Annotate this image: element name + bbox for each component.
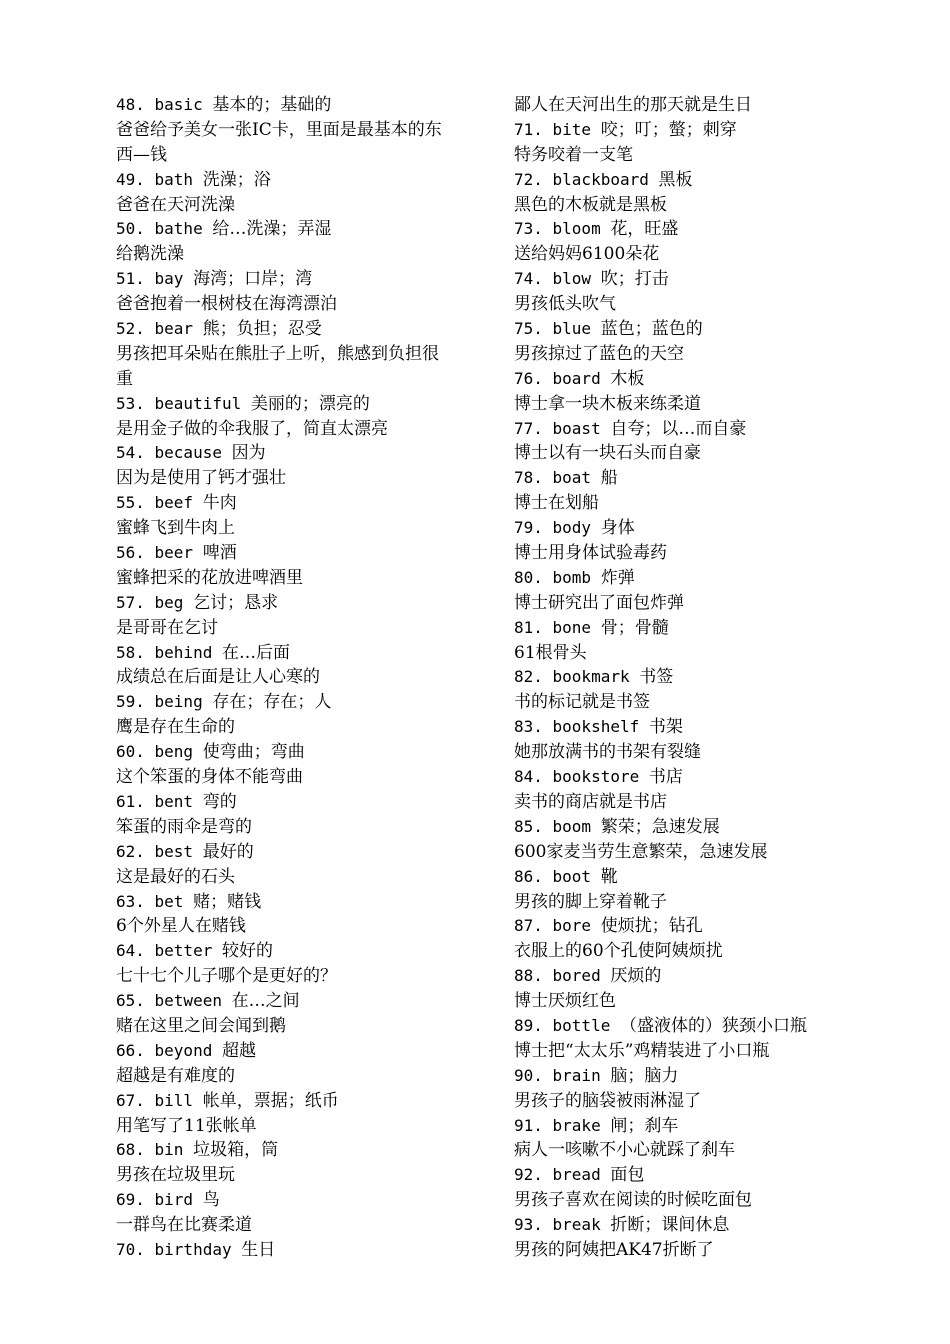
vocab-entry-line <box>116 168 488 193</box>
vocab-word: 62. best <box>116 841 194 861</box>
vocab-entry-line <box>116 690 488 715</box>
vocab-meaning: 超越 <box>221 1040 256 1061</box>
vocab-word: 85. boom <box>514 816 592 836</box>
vocab-word: 80. bomb <box>514 567 592 587</box>
vocab-entry-line <box>514 715 886 740</box>
vocab-meaning: 脑；脑力 <box>610 1065 679 1086</box>
vocab-meaning: 鸟 <box>202 1190 220 1211</box>
vocab-word: 70. birthday <box>116 1239 232 1259</box>
vocab-word: 87. bore <box>514 916 592 936</box>
mnemonic-line: 6个外星人在赌钱 <box>116 916 246 937</box>
vocab-entry-line <box>514 765 886 790</box>
vocab-entry-line <box>116 317 488 342</box>
vocab-entry-line <box>514 267 886 292</box>
vocab-meaning: 书店 <box>648 767 683 788</box>
vocab-entry-line <box>514 1114 886 1139</box>
vocab-meaning: 折断；课间休息 <box>610 1215 730 1236</box>
mnemonic-line: 这是最好的石头 <box>116 866 235 887</box>
vocab-word: 92. bread <box>514 1165 601 1185</box>
vocab-meaning: 在…之间 <box>231 991 300 1012</box>
mnemonic-line: 送给妈妈6100朵花 <box>514 244 660 265</box>
mnemonic-line: 卖书的商店就是书店 <box>514 791 667 812</box>
mnemonic-line: 爸爸在天河洗澡 <box>116 194 235 215</box>
vocab-meaning: 基本的；基础的 <box>212 95 332 115</box>
vocab-entry-line <box>514 1064 886 1089</box>
vocab-word: 59. being <box>116 692 203 712</box>
vocab-entry-line <box>116 1238 488 1263</box>
vocab-meaning: 熊；负担；忍受 <box>202 319 322 340</box>
vocab-entry-line <box>514 964 886 989</box>
vocab-entry-line <box>116 491 488 516</box>
vocab-meaning: 在…后面 <box>221 642 290 663</box>
vocab-entry-line <box>514 1213 886 1238</box>
vocab-meaning: 最好的 <box>202 841 254 862</box>
mnemonic-line: 是用金子做的伞我服了，简直太漂亮 <box>116 418 388 439</box>
mnemonic-line: 博士用身体试验毒药 <box>514 543 667 564</box>
mnemonic-line: 鹰是存在生命的 <box>116 717 235 738</box>
mnemonic-line: 她那放满书的书架有裂缝 <box>514 742 701 763</box>
vocab-meaning: 闸；刹车 <box>610 1115 679 1136</box>
mnemonic-line: 爸爸给予美女一张IC卡，里面是最基本的东 <box>116 119 442 140</box>
mnemonic-line: 男孩在垃圾里玩 <box>116 1165 235 1186</box>
right-column <box>514 93 886 1263</box>
vocab-meaning: （盛液体的）狭颈小口瓶 <box>619 1015 807 1036</box>
vocab-entry-line <box>116 1039 488 1064</box>
vocab-entry-line <box>116 541 488 566</box>
vocab-entry-line <box>116 641 488 666</box>
vocab-entry-line <box>514 417 886 442</box>
vocab-word: 93. break <box>514 1215 601 1235</box>
vocab-meaning: 乞讨；恳求 <box>193 592 279 613</box>
vocab-meaning: 书架 <box>648 717 683 738</box>
vocab-meaning: 使弯曲；弯曲 <box>202 742 305 763</box>
vocab-word: 66. beyond <box>116 1040 213 1060</box>
vocab-meaning: 海湾；口岸；湾 <box>193 269 313 290</box>
vocab-word: 69. bird <box>116 1190 194 1210</box>
mnemonic-line: 男孩掠过了蓝色的天空 <box>514 343 684 364</box>
vocab-entry-line <box>116 1089 488 1114</box>
vocab-meaning: 吹；打击 <box>600 269 669 290</box>
mnemonic-line: 特务咬着一支笔 <box>514 144 633 165</box>
vocab-entry-line <box>514 217 886 242</box>
mnemonic-line: 七十七个儿子哪个是更好的？ <box>116 966 337 987</box>
vocab-entry-line <box>514 914 886 939</box>
vocab-word: 57. beg <box>116 592 184 612</box>
vocab-entry-line <box>116 392 488 417</box>
vocab-meaning: 黑板 <box>658 169 693 190</box>
mnemonic-line: 男孩低头吹气 <box>514 294 616 315</box>
mnemonic-line: 鄙人在天河出生的那天就是生日 <box>514 95 752 115</box>
mnemonic-line: 西—钱 <box>116 144 167 165</box>
vocab-meaning: 因为 <box>231 443 266 464</box>
vocab-entry-line <box>514 367 886 392</box>
mnemonic-line: 博士厌烦红色 <box>514 991 616 1012</box>
vocab-word: 53. beautiful <box>116 393 242 413</box>
mnemonic-line: 衣服上的60个孔使阿姨烦扰 <box>514 941 723 962</box>
mnemonic-line: 博士拿一块木板来练柔道 <box>514 393 701 414</box>
vocab-meaning: 使烦扰；钻孔 <box>600 916 703 937</box>
mnemonic-line: 男孩把耳朵贴在熊肚子上听，熊感到负担很 <box>116 343 439 364</box>
vocab-entry-line <box>116 1138 488 1163</box>
vocab-meaning: 弯的 <box>202 791 237 812</box>
vocab-meaning: 赌；赌钱 <box>193 891 262 912</box>
vocab-meaning: 自夸；以…而自豪 <box>610 418 747 439</box>
vocab-meaning: 咬；叮；螫；刺穿 <box>600 119 737 140</box>
vocab-meaning: 厌烦的 <box>610 966 662 987</box>
vocab-entry-line <box>514 665 886 690</box>
vocab-meaning: 蓝色；蓝色的 <box>600 319 703 340</box>
vocab-entry-line <box>116 740 488 765</box>
mnemonic-line: 成绩总在后面是让人心寒的 <box>116 667 320 688</box>
vocab-meaning: 花，旺盛 <box>610 219 679 240</box>
mnemonic-line: 蜜蜂把采的花放进啤酒里 <box>116 567 303 588</box>
vocab-entry-line <box>514 616 886 641</box>
vocab-word: 83. bookshelf <box>514 717 640 737</box>
mnemonic-line: 男孩子的脑袋被雨淋湿了 <box>514 1090 701 1111</box>
vocab-word: 58. behind <box>116 642 213 662</box>
vocab-entry-line <box>116 1188 488 1213</box>
mnemonic-line: 爸爸抱着一根树枝在海湾漂泊 <box>116 294 337 315</box>
vocab-word: 48. basic <box>116 95 203 114</box>
mnemonic-line: 博士研究出了面包炸弹 <box>514 592 684 613</box>
vocab-meaning: 帐单，票据；纸币 <box>202 1090 339 1111</box>
vocab-word: 63. bet <box>116 891 184 911</box>
mnemonic-line: 超越是有难度的 <box>116 1065 235 1086</box>
vocab-entry-line <box>514 118 886 143</box>
vocab-word: 76. board <box>514 368 601 388</box>
vocab-entry-line <box>116 890 488 915</box>
vocab-word: 64. better <box>116 941 213 961</box>
mnemonic-line: 600家麦当劳生意繁荣，急速发展 <box>514 841 768 862</box>
vocab-meaning: 炸弹 <box>600 567 635 588</box>
vocab-word: 61. bent <box>116 791 194 811</box>
vocab-entry-line <box>514 317 886 342</box>
vocab-word: 49. bath <box>116 169 194 189</box>
vocab-word: 74. blow <box>514 269 592 289</box>
vocab-entry-line <box>514 168 886 193</box>
vocab-entry-line <box>514 1163 886 1188</box>
vocab-word: 88. bored <box>514 966 601 986</box>
vocab-word: 90. brain <box>514 1065 601 1085</box>
vocab-word: 72. blackboard <box>514 169 649 189</box>
vocab-entry-line <box>116 790 488 815</box>
vocab-word: 91. brake <box>514 1115 601 1135</box>
vocab-word: 78. boat <box>514 468 592 488</box>
vocab-word: 84. bookstore <box>514 767 640 787</box>
vocab-meaning: 靴 <box>600 866 618 887</box>
vocab-word: 79. body <box>514 518 592 538</box>
vocab-entry-line <box>514 815 886 840</box>
vocab-word: 86. boot <box>514 866 592 886</box>
vocab-entry-line <box>116 93 488 118</box>
vocab-entry-line <box>116 441 488 466</box>
mnemonic-line: 蜜蜂飞到牛肉上 <box>116 518 235 539</box>
vocab-word: 73. bloom <box>514 219 601 239</box>
mnemonic-line: 这个笨蛋的身体不能弯曲 <box>116 767 303 788</box>
vocab-meaning: 啤酒 <box>202 543 237 564</box>
vocab-word: 50. bathe <box>116 219 203 239</box>
vocab-word: 60. beng <box>116 742 194 762</box>
mnemonic-line: 赌在这里之间会闻到鹅 <box>116 1015 286 1036</box>
vocab-meaning: 船 <box>600 468 618 489</box>
vocab-meaning: 洗澡；浴 <box>202 169 271 190</box>
mnemonic-line: 一群鸟在比赛柔道 <box>116 1215 252 1236</box>
vocab-word: 75. blue <box>514 319 592 339</box>
vocab-meaning: 繁荣；急速发展 <box>600 816 720 837</box>
vocab-entry-line <box>116 939 488 964</box>
mnemonic-line: 博士在划船 <box>514 493 599 514</box>
vocab-entry-line <box>116 267 488 292</box>
vocab-word: 89. bottle <box>514 1015 611 1035</box>
vocab-entry-line <box>514 466 886 491</box>
mnemonic-line: 男孩的阿姨把AK47折断了 <box>514 1239 714 1260</box>
vocab-word: 67. bill <box>116 1090 194 1110</box>
vocab-meaning: 身体 <box>600 518 635 539</box>
vocab-word: 81. bone <box>514 617 592 637</box>
mnemonic-line: 病人一咳嗽不小心就踩了刹车 <box>514 1140 735 1161</box>
vocab-meaning: 存在；存在；人 <box>212 692 332 713</box>
vocab-word: 55. beef <box>116 493 194 513</box>
vocab-entry-line <box>116 591 488 616</box>
vocab-entry-line <box>514 566 886 591</box>
vocab-entry-line <box>116 840 488 865</box>
vocab-word: 51. bay <box>116 269 184 289</box>
vocab-meaning: 木板 <box>610 368 645 389</box>
mnemonic-line: 重 <box>116 368 133 389</box>
mnemonic-line: 博士以有一块石头而自豪 <box>514 443 701 464</box>
mnemonic-line: 男孩子喜欢在阅读的时候吃面包 <box>514 1190 752 1211</box>
mnemonic-line: 黑色的木板就是黑板 <box>514 194 667 215</box>
vocab-word: 71. bite <box>514 119 592 139</box>
vocab-entry-line <box>514 865 886 890</box>
vocab-word: 56. beer <box>116 543 194 563</box>
vocab-word: 52. bear <box>116 319 194 339</box>
vocab-meaning: 生日 <box>241 1239 276 1260</box>
vocab-entry-line <box>116 217 488 242</box>
mnemonic-line: 给鹅洗澡 <box>116 244 184 265</box>
vocab-word: 77. boast <box>514 418 601 438</box>
vocab-entry-line <box>514 516 886 541</box>
mnemonic-line: 因为是使用了钙才强壮 <box>116 468 286 489</box>
vocab-meaning: 较好的 <box>221 941 273 962</box>
mnemonic-line: 男孩的脚上穿着靴子 <box>514 891 667 912</box>
vocab-meaning: 牛肉 <box>202 493 237 514</box>
mnemonic-line: 书的标记就是书签 <box>514 692 650 713</box>
vocab-meaning: 骨；骨髓 <box>600 617 669 638</box>
mnemonic-line: 博士把“太太乐”鸡精装进了小口瓶 <box>514 1040 770 1061</box>
vocab-meaning: 面包 <box>610 1165 645 1186</box>
left-column <box>116 93 488 1263</box>
mnemonic-line: 用笔写了11张帐单 <box>116 1115 257 1136</box>
vocab-meaning: 书签 <box>639 667 674 688</box>
vocab-meaning: 美丽的；漂亮的 <box>250 393 370 414</box>
vocab-entry-line <box>514 1014 886 1039</box>
vocab-word: 65. between <box>116 991 222 1011</box>
vocab-meaning: 给…洗澡；弄湿 <box>212 219 332 240</box>
vocab-word: 82. bookmark <box>514 667 630 687</box>
mnemonic-line: 笨蛋的雨伞是弯的 <box>116 816 252 837</box>
vocab-entry-line <box>116 989 488 1014</box>
vocab-word: 68. bin <box>116 1140 184 1160</box>
mnemonic-line: 61根骨头 <box>514 642 587 663</box>
vocab-word: 54. because <box>116 443 222 463</box>
mnemonic-line: 是哥哥在乞讨 <box>116 617 218 638</box>
vocab-meaning: 垃圾箱，筒 <box>193 1140 279 1161</box>
